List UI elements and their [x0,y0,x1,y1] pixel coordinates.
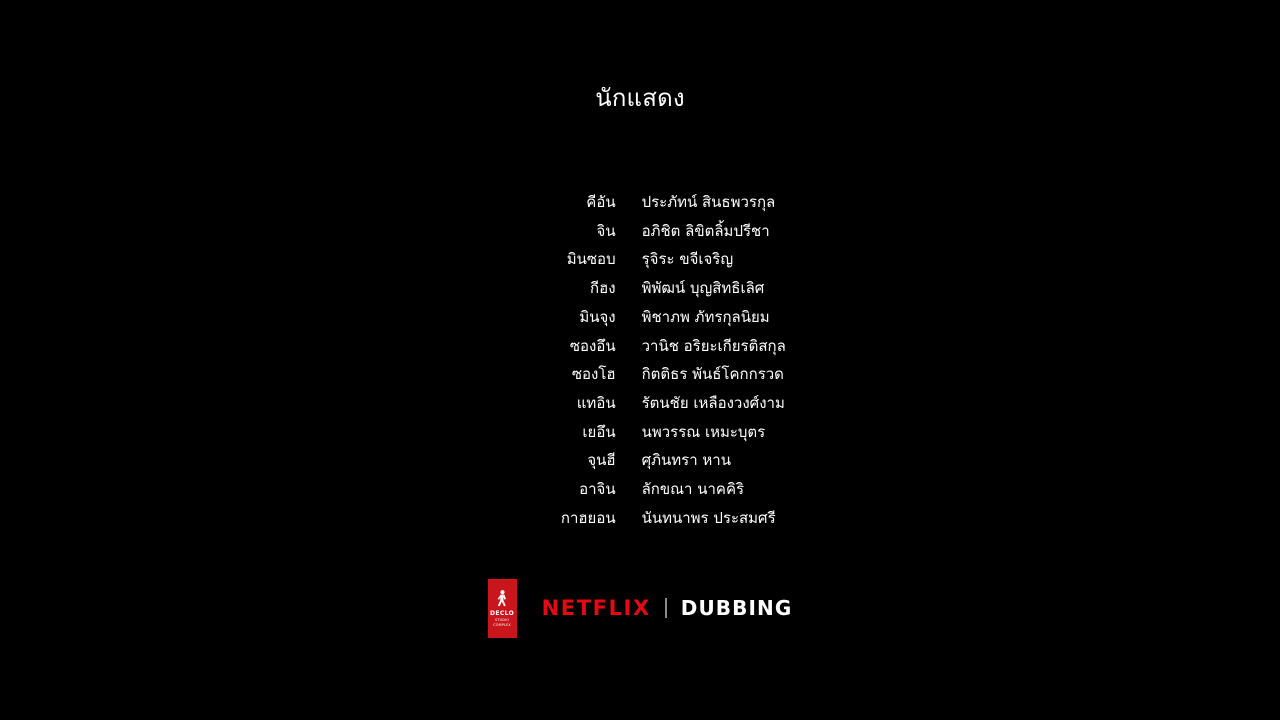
cast-actor: วานิช อริยะเกียรติสกุล [641,336,786,355]
dubbing-label: DUBBING [680,596,793,620]
cast-credits-body [400,188,880,532]
studio-logo-subtitle: STUDIO COMPLEX [493,617,511,627]
cast-role: จิน [596,221,616,240]
studio-logo [488,579,517,638]
cast-actor: รัตนชัย เหลืองวงศ์งาม [641,393,785,412]
table-row [400,418,880,447]
cast-role: กาฮยอน [560,508,616,527]
cast-actor: พิพัฒน์ บุญสิทธิเลิศ [641,279,765,298]
table-row [400,303,880,332]
table-row [400,332,880,361]
table-row [400,245,880,274]
cast-role: เยอึน [582,422,616,441]
cast-actor: พิชาภพ ภัทรกุลนิยม [641,307,770,326]
netflix-wordmark: NETFLIX [541,596,651,620]
studio-emblem-icon [494,589,511,608]
cast-role: จุนฮี [587,451,616,470]
cast-actor: รุจิระ ขจีเจริญ [641,250,734,269]
footer-divider [665,598,667,618]
cast-role: กีฮง [590,279,616,298]
cast-role: คีอัน [586,193,616,211]
cast-actor: ศุภินทรา หาน [641,451,731,470]
cast-actor: นพวรรณ เหมะบุตร [641,422,766,441]
studio-logo-name: DECLO [489,609,515,617]
table-row [400,360,880,389]
cast-role: อาจิน [579,480,616,499]
cast-actor: นันทนาพร ประสมศรี [641,508,776,527]
table-row [400,475,880,504]
table-row [400,217,880,246]
cast-credits-table [400,188,880,532]
cast-role: มินจุง [579,307,616,326]
table-row [400,389,880,418]
footer-logos [0,578,1280,638]
cast-role: ซองอึน [569,336,616,355]
cast-actor: อภิชิต ลิขิตลิ้มปรีชา [641,221,770,240]
table-row [400,504,880,533]
cast-actor: ประภัทน์ สินธพวรกุล [641,193,776,211]
cast-role: มินซอบ [566,250,616,269]
table-row [400,446,880,475]
cast-actor: ลักขณา นาคคิริ [641,480,745,499]
cast-role: แทอิน [576,393,616,412]
table-row [400,274,880,303]
table-row [400,188,880,217]
cast-actor: กิตติธร พันธ์โคกกรวด [641,365,784,384]
cast-role: ซองโฮ [571,365,616,384]
page-title: นักแสดง [595,84,685,112]
